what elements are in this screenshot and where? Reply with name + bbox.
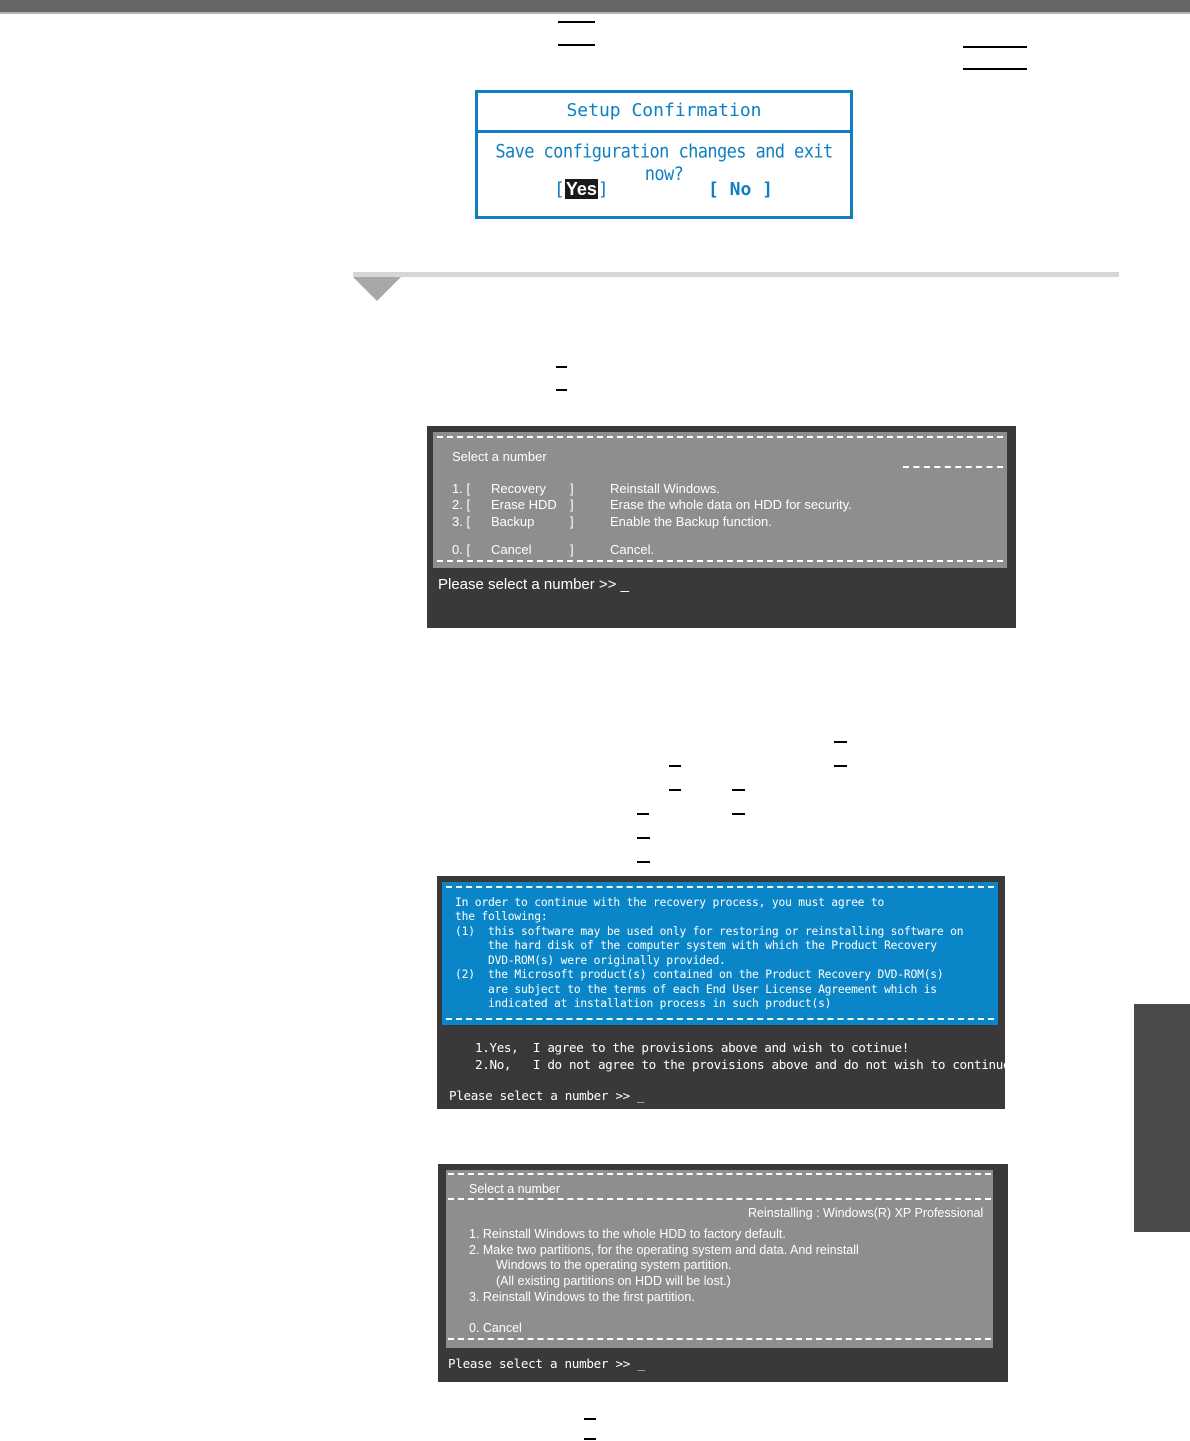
menu-item-number: 2. [ <box>452 497 471 512</box>
key-underline <box>834 741 847 743</box>
menu-item-bracket: ] <box>570 542 574 557</box>
agreement-line: indicated at installation process in such product(s) <box>455 997 832 1010</box>
key-underline <box>732 813 745 815</box>
menu-item-bracket: ] <box>570 481 574 496</box>
menu-heading: Select a number <box>469 1182 561 1196</box>
agreement-screen <box>437 876 1018 1109</box>
key-underline <box>637 861 650 863</box>
menu-item-bracket: ] <box>570 497 574 512</box>
dashed-divider <box>448 1198 991 1200</box>
menu-item-description: Cancel. <box>610 542 655 557</box>
agreement-line: DVD-ROM(s) were originally provided. <box>455 954 726 967</box>
menu-item-name: Cancel <box>491 542 532 557</box>
key-underline <box>732 789 745 791</box>
dialog-title: Setup Confirmation <box>566 100 762 121</box>
key-underline <box>963 68 1027 70</box>
menu-heading: Select a number <box>452 449 547 464</box>
reinstall-subheading: Reinstalling : Windows(R) XP Professional <box>748 1206 984 1220</box>
menu-item-number: 1. [ <box>452 481 471 496</box>
recovery-menu-screen <box>427 426 1016 628</box>
agreement-line: (1) this software may be used only for restoring or reinstalling software on <box>455 925 964 938</box>
key-underline <box>558 44 595 46</box>
section-divider <box>353 272 1119 277</box>
command-prompt[interactable]: Please select a number >> _ <box>438 576 629 593</box>
key-underline <box>834 765 847 767</box>
menu-item-name: Recovery <box>491 481 546 496</box>
dashed-divider <box>448 1338 991 1340</box>
reinstall-panel <box>446 1170 993 1348</box>
dialog-divider <box>478 130 850 133</box>
agreement-line: (2) the Microsoft product(s) contained on the Product Recovery DVD-ROM(s) <box>455 968 944 981</box>
command-prompt[interactable]: Please select a number >> _ <box>448 1356 645 1371</box>
reinstall-option[interactable]: 3. Reinstall Windows to the first partition. <box>469 1290 695 1304</box>
menu-panel <box>433 432 1007 568</box>
dashed-divider <box>437 436 1003 438</box>
key-underline <box>584 1438 596 1440</box>
reinstall-menu-screen <box>438 1164 1008 1382</box>
menu-item-description: Reinstall Windows. <box>610 481 720 496</box>
yes-open-bracket: [ <box>554 179 565 200</box>
menu-item-number: 0. [ <box>452 542 471 557</box>
dashed-divider <box>448 1173 991 1175</box>
key-underline <box>637 813 649 815</box>
dashed-divider <box>446 1018 994 1020</box>
dialog-question: Save configuration changes and exit now? <box>495 140 833 186</box>
dashed-divider <box>903 466 1003 468</box>
setup-confirmation-dialog <box>475 90 853 219</box>
key-underline <box>556 366 567 368</box>
reinstall-option-note: (All existing partitions on HDD will be lost.) <box>496 1274 731 1288</box>
menu-item-bracket: ] <box>570 514 574 529</box>
key-underline <box>558 21 595 23</box>
key-underline <box>637 837 650 839</box>
yes-button[interactable] <box>554 179 609 200</box>
menu-item-name: Erase HDD <box>491 497 557 512</box>
agreement-line: the hard disk of the computer system with which the Product Recovery <box>455 939 937 952</box>
key-underline <box>669 765 681 767</box>
chapter-side-tab <box>1134 1004 1190 1232</box>
agree-option[interactable]: 1.Yes, I agree to the provisions above and wish to cotinue! <box>475 1040 909 1055</box>
key-underline <box>963 46 1027 48</box>
dashed-divider <box>437 560 1003 562</box>
no-button[interactable]: [ No ] <box>708 179 774 200</box>
yes-label: Yes <box>565 179 597 199</box>
reinstall-option[interactable]: 2. Make two partitions, for the operating system and data. And reinstall <box>469 1243 859 1257</box>
agreement-line: In order to continue with the recovery process, you must agree to <box>455 896 885 909</box>
agreement-line: the following: <box>455 910 548 923</box>
key-underline <box>584 1418 596 1420</box>
key-underline <box>669 789 681 791</box>
command-prompt[interactable]: Please select a number >> _ <box>449 1088 645 1103</box>
menu-item-description: Erase the whole data on HDD for security. <box>610 497 852 512</box>
section-triangle-icon <box>353 277 401 301</box>
agreement-panel <box>442 882 998 1025</box>
dashed-divider <box>446 886 994 888</box>
yes-close-bracket: ] <box>597 179 609 200</box>
menu-item-name: Backup <box>491 514 535 529</box>
reinstall-option-continued: Windows to the operating system partition. <box>496 1258 732 1272</box>
reinstall-option[interactable]: 1. Reinstall Windows to the whole HDD to factory default. <box>469 1227 786 1241</box>
disagree-option[interactable]: 2.No, I do not agree to the provisions above and do not wish to continue! <box>475 1057 1018 1072</box>
menu-item-number: 3. [ <box>452 514 471 529</box>
key-underline <box>556 389 567 391</box>
agreement-line: are subject to the terms of each End User License Agreement which is <box>455 983 937 996</box>
reinstall-cancel-option[interactable]: 0. Cancel <box>469 1321 522 1335</box>
top-bar <box>0 0 1190 12</box>
top-bar-line <box>0 12 1190 14</box>
menu-item-description: Enable the Backup function. <box>610 514 772 529</box>
